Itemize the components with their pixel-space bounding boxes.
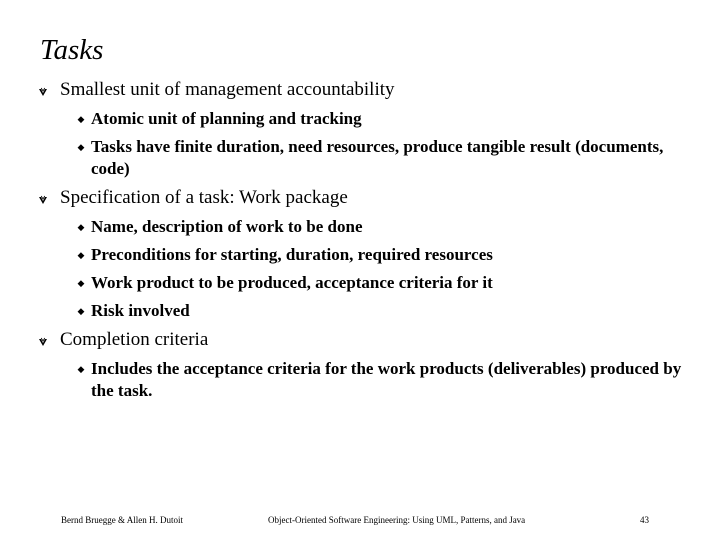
footer-page-number: 43 <box>640 515 649 525</box>
sub-bullet-text: Work product to be produced, acceptance criteria for it <box>91 273 493 292</box>
sub-bullet <box>0 272 720 294</box>
sub-bullet <box>0 108 720 130</box>
bullet-text: Specification of a task: Work package <box>60 187 348 208</box>
diamond-bullet-icon: ◆ <box>77 142 85 152</box>
diamond-bullet-icon: ◆ <box>77 250 85 260</box>
footer-authors: Bernd Bruegge & Allen H. Dutoit <box>61 515 183 525</box>
sub-bullet-text: Atomic unit of planning and tracking <box>91 109 362 128</box>
sub-bullet <box>0 136 720 180</box>
v-checkmark-bullet-icon <box>37 328 49 352</box>
diamond-bullet-icon: ◆ <box>77 306 85 316</box>
sub-bullet-text: Includes the acceptance criteria for the work products (deliverables) produced by the task. <box>91 359 682 400</box>
sub-bullet <box>0 358 720 402</box>
v-checkmark-bullet-icon <box>37 78 49 102</box>
v-checkmark-bullet-icon <box>37 186 49 210</box>
bullet-level1 <box>0 78 720 102</box>
bullet-item <box>0 328 720 402</box>
footer-book-title: Object-Oriented Software Engineering: Using UML, Patterns, and Java <box>268 515 526 525</box>
bullet-list <box>0 78 720 402</box>
bullet-item <box>0 78 720 180</box>
sub-bullet <box>0 216 720 238</box>
bullet-text: Completion criteria <box>60 329 209 350</box>
sub-bullet-text: Tasks have finite duration, need resources, produce tangible result (documents, code) <box>91 137 664 178</box>
sub-bullet-text: Preconditions for starting, duration, required resources <box>91 245 493 264</box>
bullet-level1 <box>0 186 720 210</box>
sub-bullet-text: Risk involved <box>91 301 190 320</box>
slide-title: Tasks <box>40 34 104 66</box>
bullet-level1 <box>0 328 720 352</box>
diamond-bullet-icon: ◆ <box>77 278 85 288</box>
diamond-bullet-icon: ◆ <box>77 114 85 124</box>
sub-bullet-list <box>0 216 720 322</box>
sub-bullet-list <box>0 108 720 180</box>
sub-bullet <box>0 300 720 322</box>
sub-bullet <box>0 244 720 266</box>
bullet-text: Smallest unit of management accountability <box>60 79 395 100</box>
sub-bullet-text: Name, description of work to be done <box>91 217 363 236</box>
diamond-bullet-icon: ◆ <box>77 222 85 232</box>
bullet-item <box>0 186 720 322</box>
sub-bullet-list <box>0 358 720 402</box>
diamond-bullet-icon: ◆ <box>77 364 85 374</box>
